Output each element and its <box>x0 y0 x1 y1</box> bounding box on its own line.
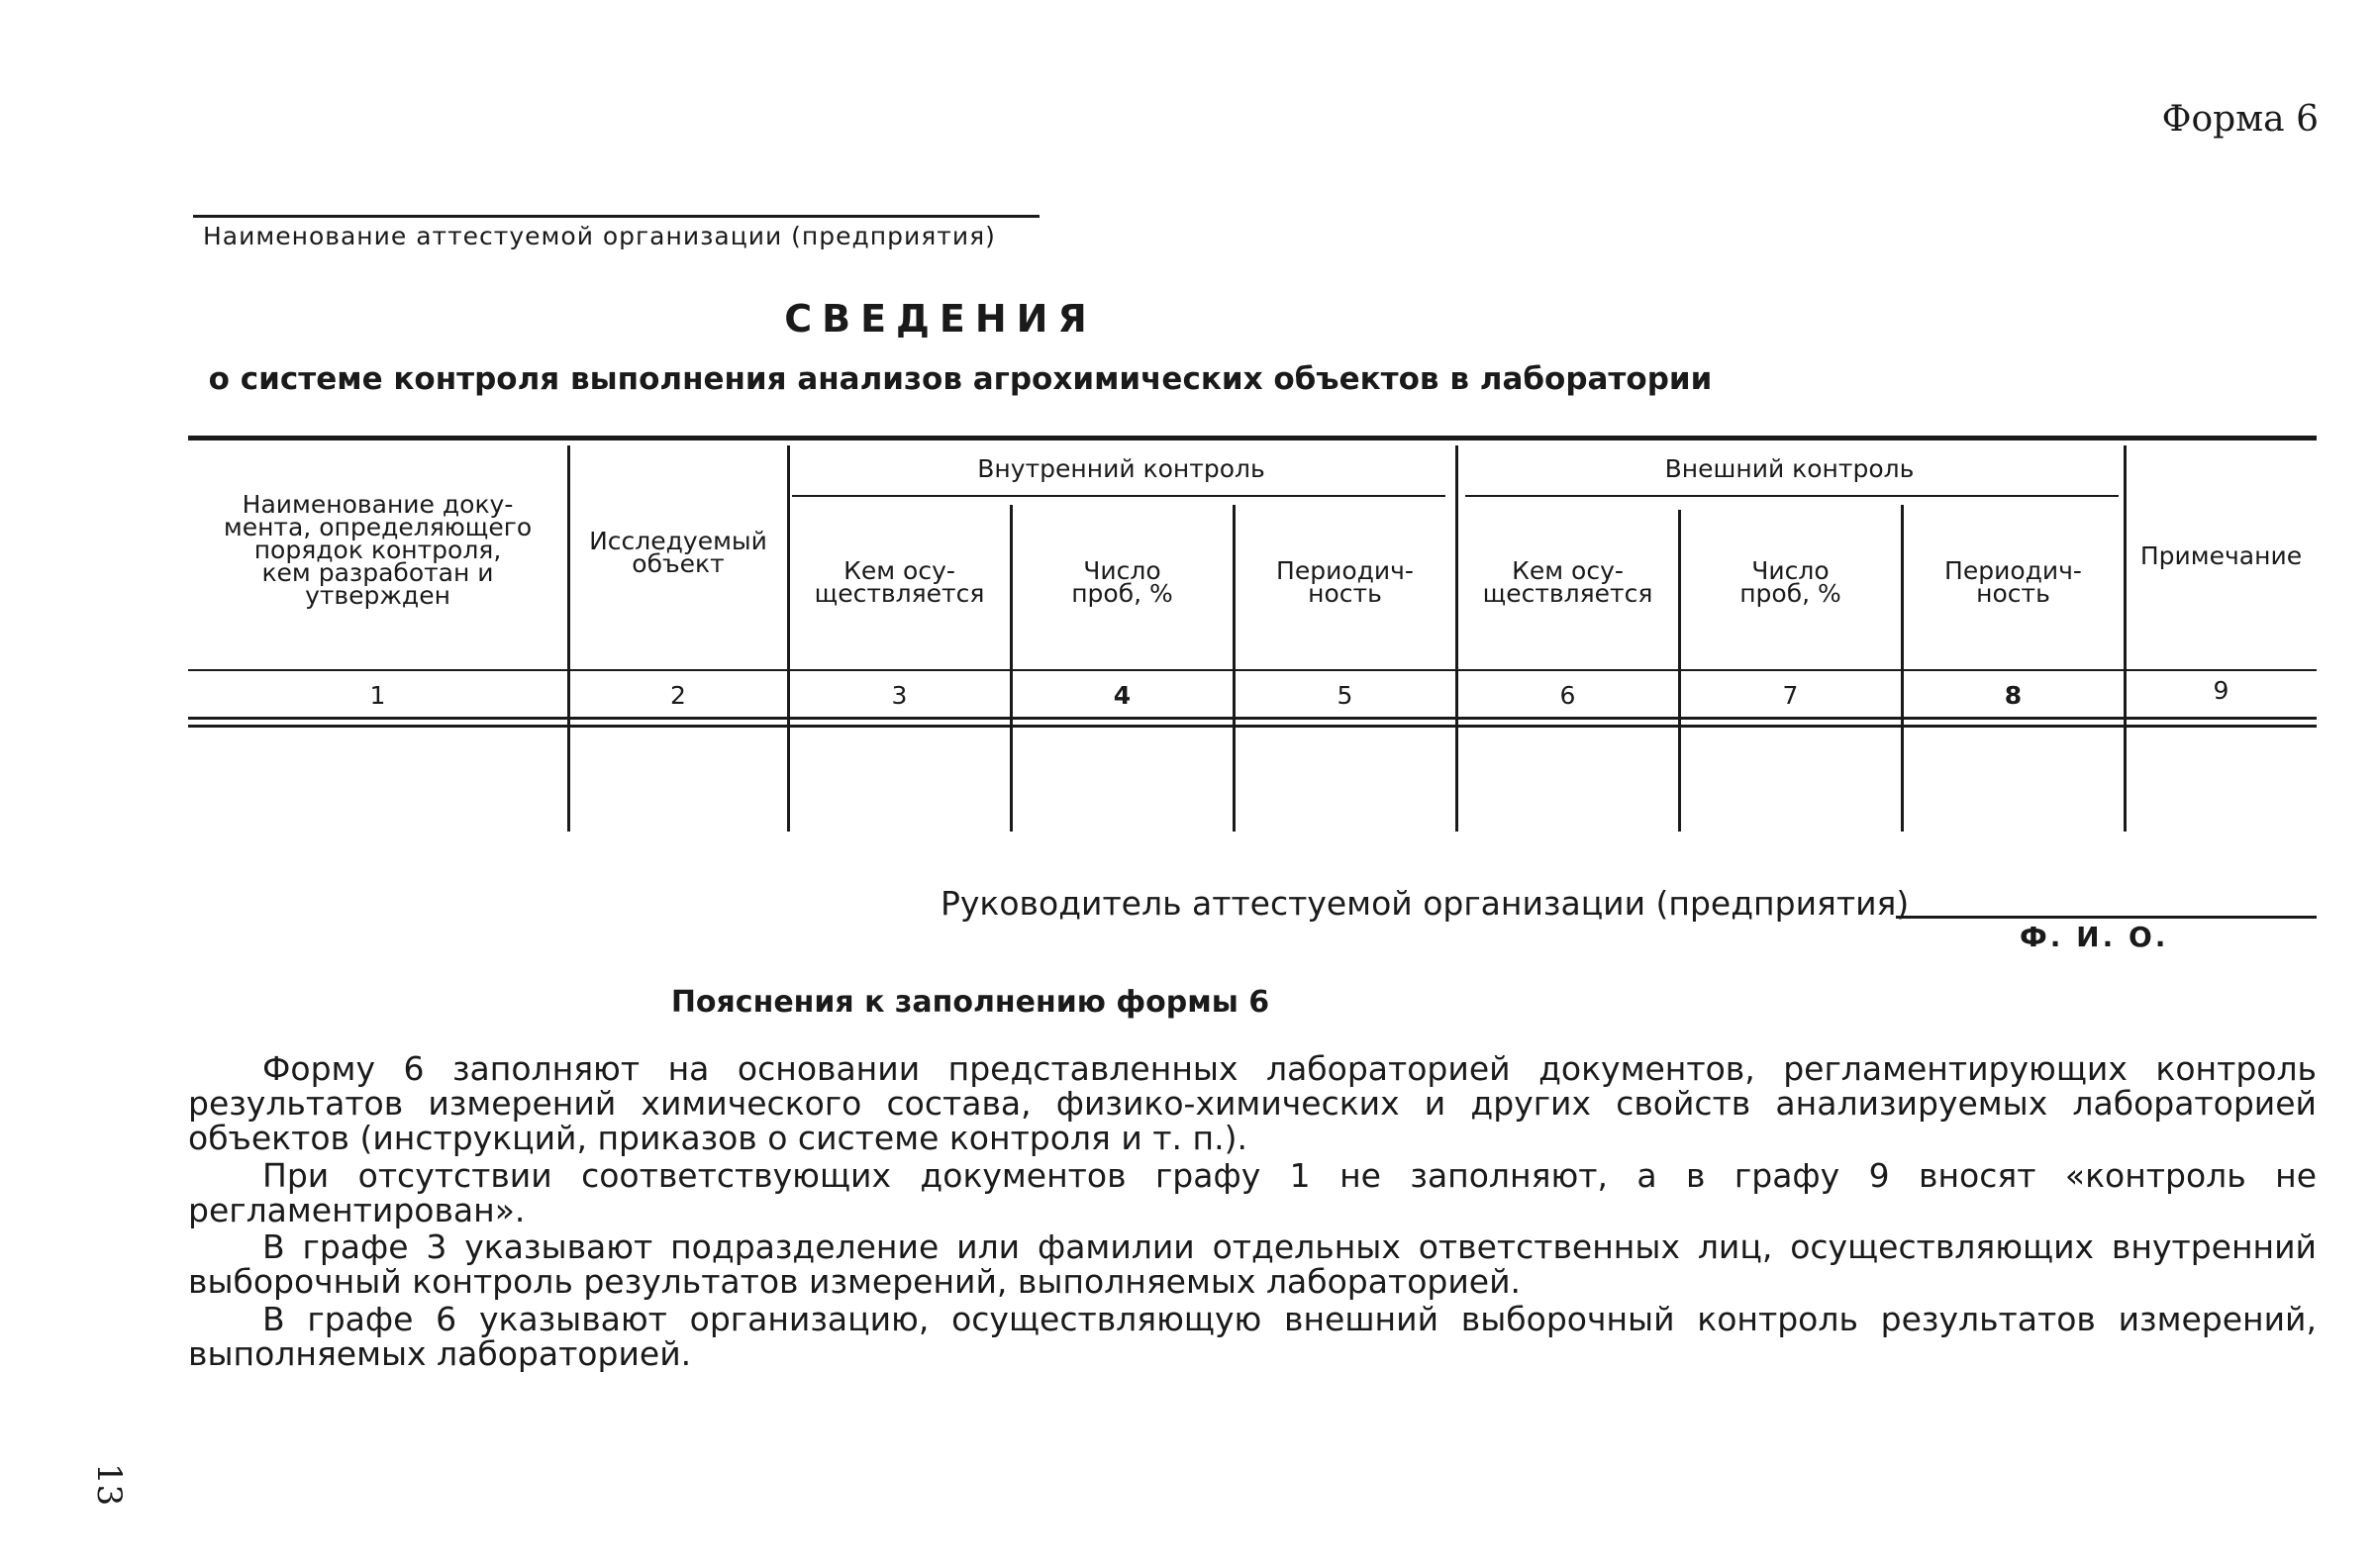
header-bottom-rule <box>188 669 2317 671</box>
col9-header: Примечание <box>2139 541 2303 570</box>
col4-header: Число проб, % <box>1071 556 1173 608</box>
col-divider <box>1010 505 1013 832</box>
numbers-bottom-rule-1 <box>188 717 2317 720</box>
signature-line <box>1896 916 2317 919</box>
col-number: 3 <box>891 681 908 710</box>
org-caption: Наименование аттестуемой организации (предприятия) <box>203 222 996 250</box>
col-number: 8 <box>2004 681 2023 710</box>
col5-header: Периодич- ность <box>1276 556 1414 608</box>
col-number: 2 <box>670 681 686 710</box>
col8-header: Периодич- ность <box>1944 556 2082 608</box>
col6-header: Кем осу- ществляется <box>1482 556 1653 608</box>
page-number: 13 <box>89 1463 129 1507</box>
signature-label: Руководитель аттестуемой организации (предприятия) <box>941 884 1910 923</box>
col7-header: Число проб, % <box>1739 556 1841 608</box>
col3-header: Кем осу- ществляется <box>814 556 985 608</box>
control-table <box>188 436 2317 841</box>
col1-header: Наименование доку- мента, определяющего порядок контроля, кем разработан и утвержден <box>223 490 533 610</box>
col-number: 1 <box>369 681 386 710</box>
table-top-rule <box>188 436 2317 441</box>
org-name-line <box>193 215 1040 218</box>
col-divider <box>1455 445 1458 832</box>
col-divider <box>787 445 790 832</box>
group-internal-label: Внутренний контроль <box>977 454 1265 483</box>
signature-caption: Ф. И. О. <box>2020 921 2169 953</box>
col2-header: Исследуемый объект <box>589 527 767 578</box>
col-divider <box>1233 505 1236 832</box>
notes-paragraph: В графе 3 указывают подразделение или фамилии отдельных ответственных лиц, осуществляющих внутренний выборочный контроль результатов измерений, выполняемых лабораторией. <box>188 1227 2317 1301</box>
document-title: СВЕДЕНИЯ <box>784 297 1097 341</box>
col-divider <box>1678 510 1681 832</box>
col-divider <box>567 445 570 832</box>
form-label: Форма 6 <box>2161 99 2319 140</box>
col-number: 5 <box>1337 681 1353 710</box>
notes-paragraph: Форму 6 заполняют на основании представленных лабораторией документов, регламентирующих контроль результатов измерений химического состава, физико-химических и других свойств анализируемых лабораторией объектов (инструкций, приказов о системе контроля и т. п.). <box>188 1049 2317 1157</box>
internal-group-rule <box>792 495 1445 497</box>
external-group-rule <box>1465 495 2119 497</box>
notes-paragraph: В графе 6 указывают организацию, осуществляющую внешний выборочный контроль результатов измерений, выполняемых лабораторией. <box>188 1300 2317 1373</box>
notes-paragraph: При отсутствии соответствующих документов графу 1 не заполняют, а в графу 9 вносят «контроль не регламентирован». <box>188 1156 2317 1229</box>
col-number: 9 <box>2213 676 2229 705</box>
document-subtitle: о системе контроля выполнения анализов агрохимических объектов в лаборатории <box>208 361 1713 397</box>
col-number: 4 <box>1113 681 1132 710</box>
col-divider <box>1901 505 1904 832</box>
notes-title: Пояснения к заполнению формы 6 <box>670 985 1270 1020</box>
col-divider <box>2124 445 2127 832</box>
numbers-bottom-rule-2 <box>188 725 2317 728</box>
col-number: 7 <box>1782 681 1799 710</box>
group-external-label: Внешний контроль <box>1664 454 1915 483</box>
col-number: 6 <box>1559 681 1576 710</box>
